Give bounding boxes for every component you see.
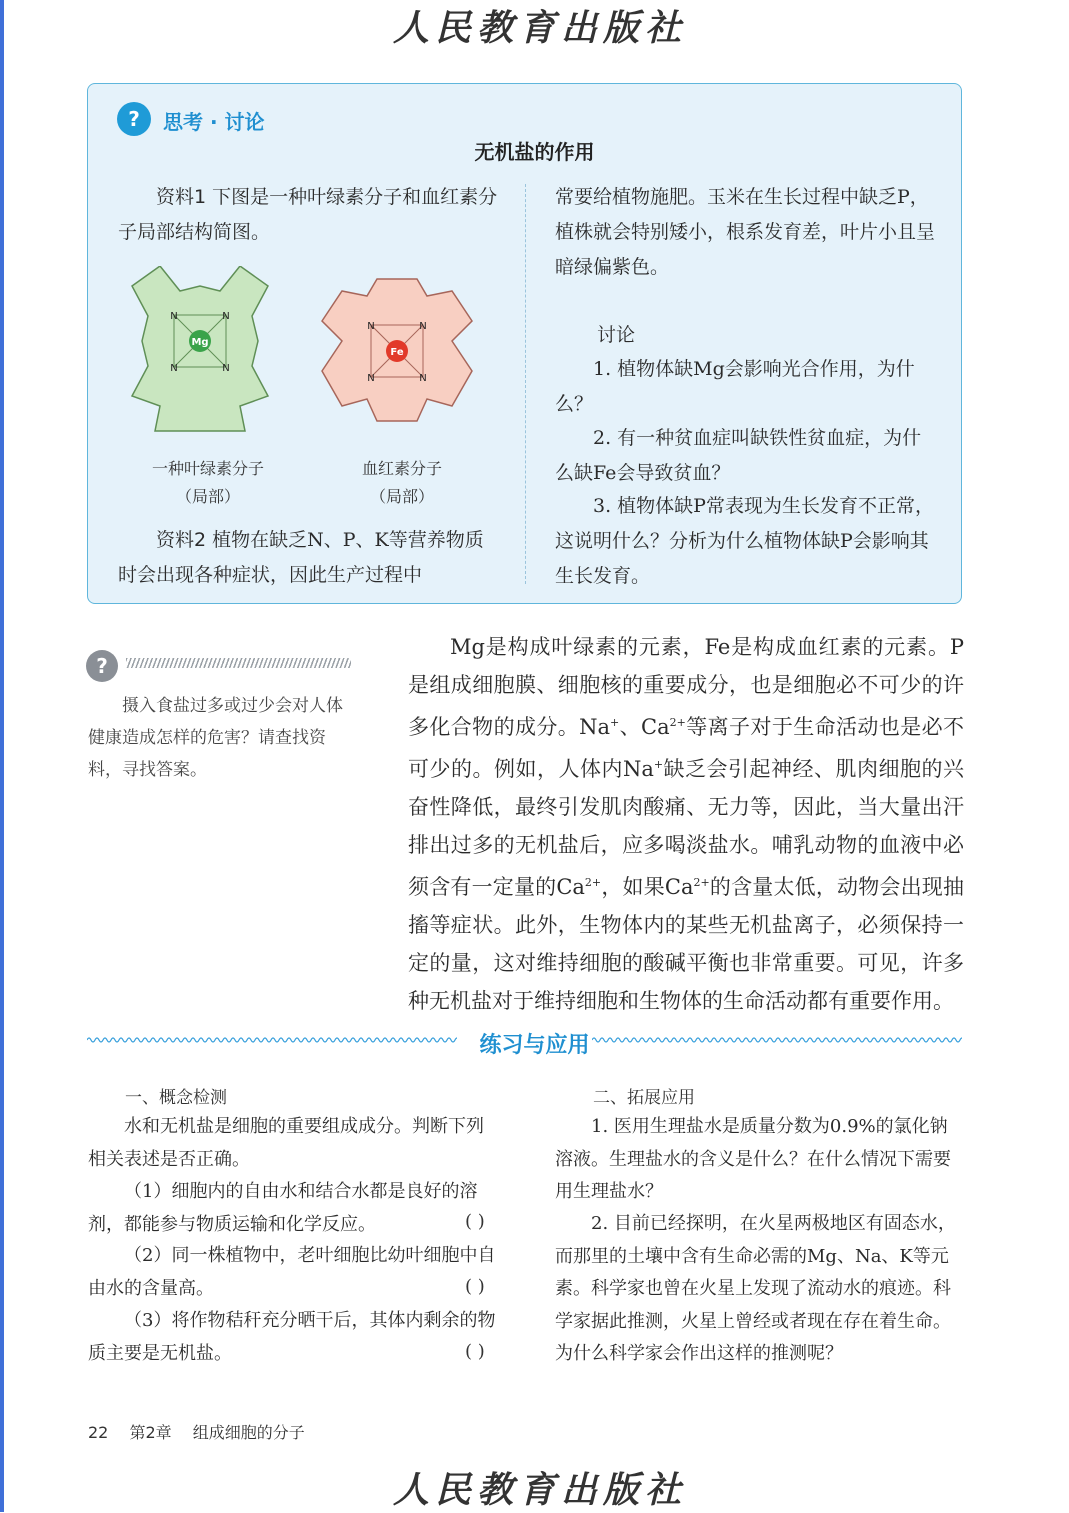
main-text-5: ，如果Ca (601, 875, 694, 899)
chapter-title: 组成细胞的分子 (192, 1423, 305, 1442)
heme-caption-part: （局部） (369, 487, 434, 506)
svg-text:N: N (222, 363, 230, 374)
svg-text:N: N (170, 363, 178, 374)
page-number: 22 (88, 1423, 109, 1442)
exercise-title: 练习与应用 (479, 1033, 590, 1058)
sup-2plus: 2+ (669, 716, 686, 729)
extension-question-1: 1. 医用生理盐水是质量分数为0.9%的氯化钠溶液。生理盐水的含义是什么？在什么情况下需要用生理盐水？ (555, 1116, 951, 1202)
sup-plus: + (610, 716, 620, 729)
extension-question-2: 2. 目前已经探明，在火星两极地区有固态水，而那里的土壤中含有生命必需的Mg、Na、K等元素。科学家也曾在火星上发现了流动水的痕迹。科学家据此推测，火星上曾经或者现在存在着生命。为什么科学家会作出这样的推测呢？ (555, 1213, 956, 1364)
chlorophyll-caption-part: （局部） (175, 487, 240, 506)
question-2: 2. 有一种贫血症叫缺铁性贫血症，为什么缺Fe会导致贫血？ (555, 427, 922, 484)
heme-caption: 血红素分子 (361, 459, 442, 478)
chlorophyll-caption: 一种叶绿素分子 (151, 459, 264, 478)
heme-molecule (315, 275, 480, 425)
material2-lead: 资料2 (156, 529, 207, 551)
publisher-watermark-bottom: 人民教育出版社 (392, 1469, 687, 1511)
section-extended-application: 二、拓展应用 (593, 1088, 695, 1108)
main-text-1: Mg是构成叶绿素的元素，Fe是构成血红素的元素。P是组成细胞膜、细胞核的重要成分，也是细胞必不可少的许多化合物的成分。Na (408, 635, 964, 739)
material1-text: 下图是一种叶绿素分子和血红素分子局部结构简图。 (118, 186, 498, 243)
svg-text:N: N (419, 321, 427, 332)
svg-text:Fe: Fe (390, 347, 404, 358)
material1-paragraph (118, 180, 498, 250)
main-text-2: 、Ca (619, 715, 670, 739)
svg-text:N: N (170, 311, 178, 322)
chapter-number: 第2章 (129, 1423, 172, 1442)
material1-lead: 资料1 (156, 186, 207, 208)
answer-paren-1[interactable]: ( ) (465, 1211, 485, 1232)
main-text-6: 的含量太低，动物会出现抽搐等症状。此外，生物体内的某些无机盐离子，必须保持一定的量，这对维持细胞的酸碱平衡也非常重要。可见，许多种无机盐对于维持细胞和生物体的生命活动都有重要作用。 (408, 875, 965, 1013)
section-concept-check: 一、概念检测 (125, 1088, 227, 1108)
main-body-text (408, 628, 964, 1020)
publisher-watermark-top: 人民教育出版社 (392, 7, 687, 49)
side-note-text: 摄入食盐过多或过少会对人体健康造成怎样的危害？请查找资料，寻找答案。 (88, 696, 343, 780)
page-footer (88, 1420, 321, 1443)
discussion-label: 思考 · 讨论 (163, 110, 265, 134)
concept-item-1: （1）细胞内的自由水和结合水都是良好的溶剂，都能参与物质运输和化学反应。 (88, 1181, 478, 1235)
discussion-title: 无机盐的作用 (474, 140, 595, 164)
left-edge-bar (0, 0, 4, 1512)
svg-text:Mg: Mg (191, 337, 209, 348)
lightbulb-icon: ? (117, 102, 151, 136)
column-divider (525, 184, 526, 584)
sup-2plus: 2+ (693, 876, 710, 889)
question-icon: ? (86, 650, 118, 682)
concept-intro: 水和无机盐是细胞的重要组成成分。判断下列相关表述是否正确。 (88, 1116, 484, 1170)
main-text-3: 等离子对于生命活动也是必不可少的。例如，人体内Na (408, 715, 964, 781)
side-note-hatch (126, 658, 351, 668)
answer-paren-3[interactable]: ( ) (465, 1341, 485, 1362)
concept-item-2: （2）同一株植物中，老叶细胞比幼叶细胞中自由水的含量高。 (88, 1245, 496, 1299)
sup-2plus: 2+ (584, 876, 602, 889)
svg-text:N: N (367, 321, 375, 332)
discussion-heading: 讨论 (597, 324, 636, 346)
answer-paren-2[interactable]: ( ) (465, 1276, 485, 1297)
material2-paragraph (118, 523, 498, 593)
question-3: 3. 植物体缺P常表现为生长发育不正常，这说明什么？分析为什么植物体缺P会影响其生长发育。 (555, 495, 934, 587)
svg-text:N: N (222, 311, 230, 322)
question-1: 1. 植物体缺Mg会影响光合作用，为什么？ (555, 358, 915, 415)
material2-text: 植物在缺乏N、P、K等营养物质时会出现各种症状，因此生产过程中 (118, 529, 484, 586)
material2-continued: 常要给植物施肥。玉米在生长过程中缺乏P，植株就会特别矮小，根系发育差，叶片小且呈暗绿偏紫色。 (555, 186, 936, 278)
svg-text:N: N (419, 373, 427, 384)
svg-text:N: N (367, 373, 375, 384)
chlorophyll-molecule (122, 266, 282, 436)
main-text-4: 缺乏会引起神经、肌肉细胞的兴奋性降低，最终引发肌肉酸痛、无力等，因此，当大量出汗排出过多的无机盐后，应多喝淡盐水。哺乳动物的血液中必须含有一定量的Ca (408, 757, 964, 899)
concept-item-3: （3）将作物秸秆充分晒干后，其体内剩余的物质主要是无机盐。 (88, 1310, 496, 1364)
sup-plus: + (653, 758, 664, 771)
